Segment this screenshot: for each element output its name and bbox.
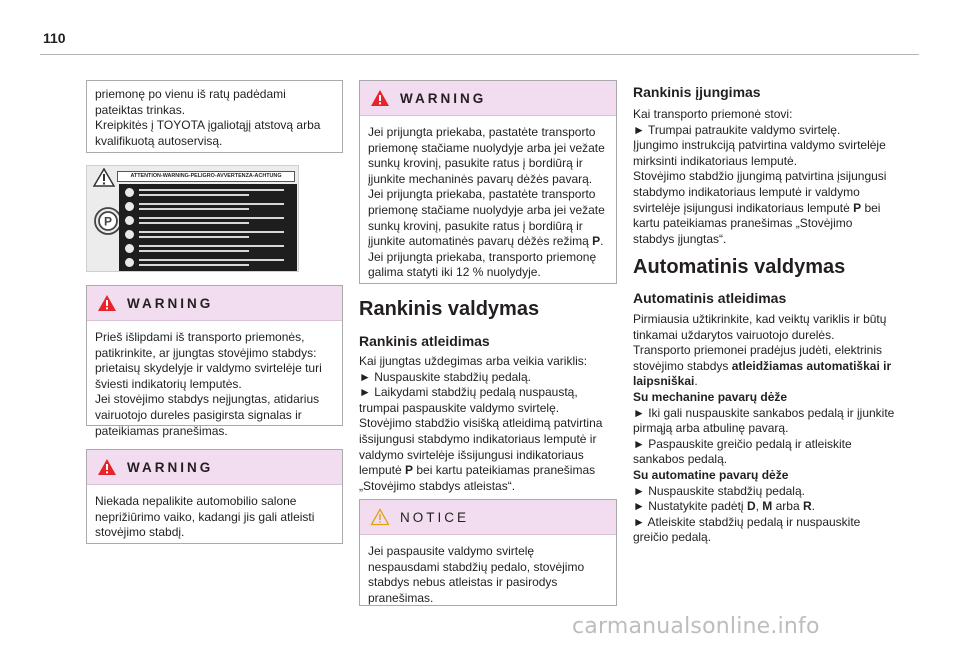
- continued-note-box: [86, 80, 343, 153]
- warning-box-trailer: [359, 80, 617, 284]
- warning-text: Jei prijungta priekaba, pastatėte transporto priemonę stačiame nuolydyje arba jei vežate sunkų krovinį, pasukite ratus į bordiūrą ir įjunkite mechaninės pavarų dėžės pavarą.: [368, 125, 605, 186]
- page-number: 110: [43, 30, 66, 46]
- warning-title: WARNING: [127, 295, 214, 311]
- notice-title: NOTICE: [400, 509, 470, 525]
- subsection-heading: Rankinis atleidimas: [359, 333, 490, 349]
- notice-text: Jei paspausite valdymo svirtelę nespausdami stabdžių pedalo, stovėjimo stabdys nebus atleistas ir pasirodys pranešimas.: [368, 544, 585, 605]
- notice-icon: [370, 508, 390, 526]
- automatic-release-text: Pirmiausia užtikrinkite, kad veiktų variklis ir būtų tinkamai uždarytos vairuotojo durelės. Transporto priemonei pradėjus judėti, elektrinis stovėjimo stabdys atleidžiamas automatiškai ir laipsniškai. Su mechanine pavarų dėže ► Iki gali nuspauskite sankabos pedalą ir įjunkite pirmąją arba atbulinę pavarą. ► Paspauskite greičio pedalą ir atleiskite sankabos pedalą. Su automatine pavarų dėže ► Nuspauskite stabdžių pedalą. ► Nustatykite padėtį D, M arba R. ► Atleiskite stabdžių pedalą ir nuspauskite greičio pedalą.: [633, 312, 895, 545]
- notice-box: [359, 499, 617, 606]
- warning-text: Niekada nepalikite automobilio salone neprižiūrimo vaiko, kadangi jis gali atleisti stovėjimo stabdį.: [95, 494, 315, 540]
- warning-title: WARNING: [400, 90, 487, 106]
- warning-text: Jei prijungta priekaba, pastatėte transporto priemonę stačiame nuolydyje arba jei vežate sunkų krovinį, pasukite ratus į bordiūrą ir įjunkite automatinės pavarų dėžės režimą P.: [368, 187, 605, 249]
- warning-box-child: [86, 449, 343, 544]
- manual-engage-text: Kai transporto priemonė stovi: ► Trumpai patraukite valdymo svirtelę. Įjungimo instrukciją patvirtina valdymo svirtelėje mirksinti indikatoriaus lemputė. Stovėjimo stabdžio įjungimą patvirtina įsijungusi stabdymo indikatoriaus lemputė ir valdymo svirtelėje įsijungusi indikatoriaus lemputė P bei kartu pateikiamas pranešimas „Stovėjimo stabdys įjungtas“.: [633, 107, 887, 246]
- warning-text: Jei prijungta priekaba, transporto priemonę galima statyti iki 12 % nuolydyje.: [368, 249, 597, 280]
- warning-text: Prieš išlipdami iš transporto priemonės, patikrinkite, ar įjungtas stovėjimo stabdys: prietaisų skydelyje ir valdymo svirtelėje turi šviesti indikatorių lemputės.: [95, 330, 322, 391]
- warning-text: Jei stovėjimo stabdys neįjungtas, atidarius vairuotojo dureles pasigirsta signalas ir pateikiamas pranešimas.: [95, 392, 320, 438]
- note-line: Kreipkitės į TOYOTA įgaliotąjį atstovą arba kvalifikuotą autoservisą.: [95, 118, 321, 148]
- svg-text:P: P: [103, 214, 113, 229]
- warning-label-image: [86, 165, 299, 272]
- watermark: carmanualsonline.info: [572, 614, 820, 639]
- header-rule: [40, 54, 919, 55]
- section-heading: Automatinis valdymas: [633, 256, 846, 278]
- label-strip-text: ATTENTION-WARNING-PELIGRO-AVVERTENZA-ACHTUNG: [117, 171, 295, 182]
- warning-title: WARNING: [127, 459, 214, 475]
- label-instructions-panel: [119, 184, 297, 271]
- warning-icon: [97, 294, 117, 312]
- subsection-heading: Rankinis įjungimas: [633, 84, 761, 100]
- manual-release-text: Kai įjungtas uždegimas arba veikia variklis: ► Nuspauskite stabdžių pedalą. ► Laikydami stabdžių pedalą nuspaustą, trumpai paspauskite valdymo svirtelę. Stovėjimo stabdžio visišką atleidimą patvirtina išsijungusi stabdymo indikatoriaus lemputė ir valdymo svirtelėje išsijungusi indikatoriaus lemputė P bei kartu pateikiamas pranešimas „Stovėjimo stabdys atleistas“.: [359, 354, 603, 493]
- subsection-heading: Automatinis atleidimas: [633, 290, 787, 306]
- warning-icon: [97, 458, 117, 476]
- note-line: priemonę po vienu iš ratų padėdami pateiktas trinkas.: [95, 87, 286, 117]
- warning-triangle-icon: [93, 168, 115, 187]
- warning-box-parking-check: [86, 285, 343, 438]
- warning-icon: [370, 89, 390, 107]
- section-heading: Rankinis valdymas: [359, 298, 540, 320]
